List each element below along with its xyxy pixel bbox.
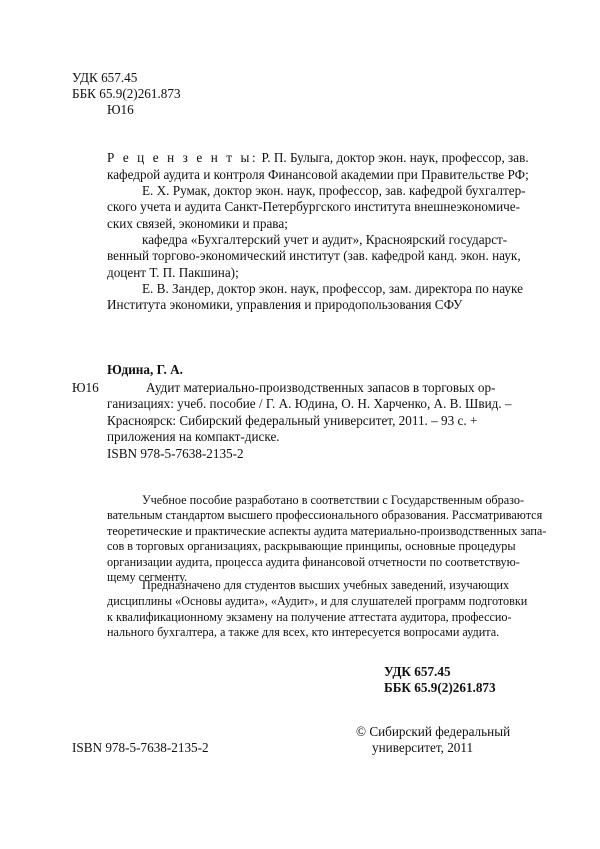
annotation-line: дисциплины «Основы аудита», «Аудит», и для слушателей программ подготовки xyxy=(107,594,528,608)
reviewer-4 xyxy=(142,281,523,298)
isbn-bottom: ISBN 978-5-7638-2135-2 xyxy=(72,740,209,755)
reviewer-4-cont xyxy=(107,297,462,314)
reviewer-2 xyxy=(142,183,526,200)
reviewers-label: Р е ц е н з е н т ы: xyxy=(107,150,259,165)
annotation-line: к квалификационному экзамену на получение аттестата аудитора, профессио- xyxy=(107,609,512,624)
reviewers-block xyxy=(107,150,529,183)
copyright-line-2: университет, 2011 xyxy=(372,740,474,755)
reviewer-3-line: венный торгово-экономический институт (зав. кафедрой канд. экон. наук, xyxy=(107,248,521,263)
udk-top: УДК 657.45 xyxy=(72,70,138,85)
bbk-top: ББК 65.9(2)261.873 xyxy=(72,86,181,101)
reviewer-1-first: Р. П. Булыга, доктор экон. наук, профессор, зав. xyxy=(258,150,529,165)
reviewer-2-line: ского учета и аудита Санкт-Петербургского института внешнеэкономиче- xyxy=(107,199,521,214)
annotation-line: щему сегменту. xyxy=(107,570,188,585)
annotation-p1-body xyxy=(107,508,546,586)
reviewer-2-line: ских связей, экономики и права; xyxy=(107,215,288,231)
copyright-line-1: © Сибирский федеральный xyxy=(356,724,511,739)
annotation-line: Предназначено для студентов высших учебных заведений, изучающих xyxy=(142,578,510,592)
reviewer-3-line: доцент Т. П. Пакшина); xyxy=(107,264,239,280)
annotation-p2-body xyxy=(107,594,527,641)
reviewer-3 xyxy=(142,232,507,249)
reviewer-2-cont xyxy=(107,199,520,232)
reviewer-2-line: Е. Х. Румак, доктор экон. наук, профессор, зав. кафедрой бухгалтер- xyxy=(142,183,526,198)
udk-bottom: УДК 657.45 xyxy=(384,664,451,679)
annotation-line: сов в торговых организациях, раскрывающие принципы, основные процедуры xyxy=(107,539,516,554)
annotation-line: теоретические и практические аспекты аудита материально-производственных запа- xyxy=(107,523,547,538)
author-mark-top: Ю16 xyxy=(107,102,134,117)
reviewer-4-line: Института экономики, управления и природопользования СФУ xyxy=(107,297,463,312)
bib-line: Красноярск: Сибирский федеральный университет, 2011. – 93 с. + xyxy=(107,412,478,428)
bbk-bottom: ББК 65.9(2)261.873 xyxy=(384,680,496,695)
annotation-line: организации аудита, процесса аудита финансовой отчетности по соответствую- xyxy=(107,554,520,569)
bib-isbn: ISBN 978-5-7638-2135-2 xyxy=(107,445,244,461)
reviewer-3-cont xyxy=(107,248,521,281)
bib-line: приложения на компакт-диске. xyxy=(107,429,280,445)
annotation-p2-first xyxy=(142,578,509,594)
bib-line: Аудит материально-производственных запасов в торговых ор- xyxy=(146,380,496,395)
annotation-line: нального бухгалтера, а также для всех, кто интересуется вопросами аудита. xyxy=(107,625,500,640)
reviewer-4-line: Е. В. Зандер, доктор экон. наук, профессор, зам. директора по науке xyxy=(142,281,523,296)
reviewer-1-cont: кафедрой аудита и контроля Финансовой академии при Правительстве РФ; xyxy=(107,166,529,182)
bib-title xyxy=(146,380,495,397)
reviewer-3-line: кафедра «Бухгалтерский учет и аудит», Красноярский государст- xyxy=(142,232,508,247)
annotation-line: Учебное пособие разработано в соответствии с Государственным образо- xyxy=(142,493,525,507)
bib-mark: Ю16 xyxy=(72,380,99,395)
annotation-p1-first xyxy=(142,493,524,509)
reviewers-first-line xyxy=(107,150,529,167)
annotation-line: вательным стандартом высшего профессионального образования. Рассматриваются xyxy=(107,508,543,522)
bib-body xyxy=(107,396,512,462)
bib-author: Юдина, Г. А. xyxy=(107,362,183,377)
bib-line: ганизациях: учеб. пособие / Г. А. Юдина, О. Н. Харченко, А. В. Швид. – xyxy=(107,396,512,411)
